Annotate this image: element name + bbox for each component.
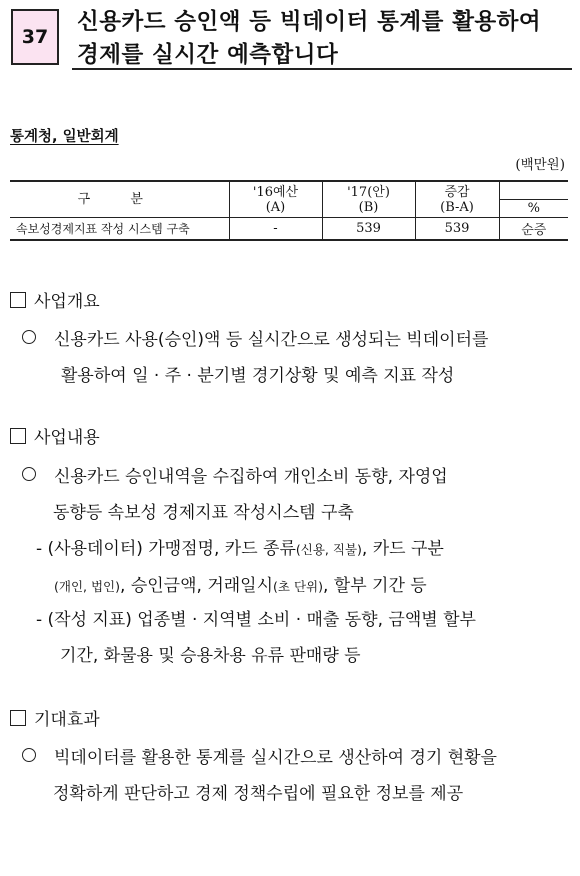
checkbox-square-icon <box>10 710 26 726</box>
overview-line-1-text: 신용카드 사용(승인)액 등 실시간으로 생성되는 빅데이터를 <box>54 330 489 350</box>
circle-bullet-icon <box>22 748 36 762</box>
header-budget16 <box>229 181 322 218</box>
section-number-badge <box>11 9 59 65</box>
sub1-line1-a: - (사용데이터) 가맹점명, 카드 종류 <box>36 539 296 559</box>
header-budget17 <box>322 181 415 218</box>
header-change-line1: 증감 <box>444 184 470 200</box>
header-budget16-line1: '16예산 <box>252 184 299 200</box>
section-effect-title: 기대효과 <box>34 710 100 730</box>
effect-line-1-text: 빅데이터를 활용한 통계를 실시간으로 생산하여 경기 현황을 <box>54 748 497 768</box>
header-empty <box>499 181 568 200</box>
header-budget17-line1: '17(안) <box>347 184 390 200</box>
row-change: 539 <box>415 218 499 240</box>
row-name: 속보성경제지표 작성 시스템 구축 <box>10 218 229 240</box>
content-line-1 <box>22 459 448 495</box>
overview-line-1 <box>22 322 488 358</box>
effect-paragraph <box>22 740 497 812</box>
sub1-line1-b: , 카드 구분 <box>361 539 444 559</box>
table-row <box>10 218 568 240</box>
content-sub2-line-1: - (작성 지표) 업종별 · 지역별 소비 · 매출 동향, 금액별 할부 <box>36 610 476 630</box>
row-percent: 순증 <box>499 218 568 240</box>
header-budget16-line2: (A) <box>265 199 286 215</box>
title-line-2: 경제를 실시간 예측합니다 <box>77 42 339 68</box>
unit-label: (백만원) <box>515 157 565 173</box>
content-sub1-line-2 <box>36 568 444 605</box>
header-percent: % <box>499 200 568 218</box>
section-overview-title: 사업개요 <box>34 292 100 312</box>
content-sub1-line-1 <box>36 531 444 568</box>
sub1-line2-small-a: (개인, 법인) <box>54 579 121 594</box>
sub1-line2-small-b: (초 단위) <box>273 579 323 594</box>
section-effect-heading <box>10 705 100 730</box>
effect-line-2: 정확하게 판단하고 경제 정책수립에 필요한 정보를 제공 <box>53 784 464 804</box>
section-number: 37 <box>21 26 49 48</box>
sub1-line1-small: (신용, 직불) <box>295 542 362 557</box>
row-budget17: 539 <box>322 218 415 240</box>
header-category: 구 분 <box>10 181 229 218</box>
content-sub2-line-2: 기간, 화물용 및 승용차용 유류 판매량 등 <box>60 646 361 666</box>
overview-line-2: 활용하여 일 · 주 · 분기별 경기상황 및 예측 지표 작성 <box>61 366 455 386</box>
header-budget17-line2: (B) <box>358 199 379 215</box>
title-line-1: 신용카드 승인액 등 빅데이터 통계를 활용하여 <box>77 9 542 35</box>
circle-bullet-icon <box>22 467 36 481</box>
content-paragraph <box>22 459 448 531</box>
checkbox-square-icon <box>10 428 26 444</box>
row-budget16: - <box>229 218 322 240</box>
content-line-2: 동향등 속보성 경제지표 작성시스템 구축 <box>53 503 354 523</box>
title-underline <box>72 68 572 70</box>
effect-line-1 <box>22 740 497 776</box>
organization-label: 통계청, 일반회계 <box>10 129 119 145</box>
sub1-line2-b: , 할부 기간 등 <box>322 576 427 596</box>
section-content-heading <box>10 423 100 448</box>
content-sub2 <box>36 602 476 674</box>
sub1-line2-a: , 승인금액, 거래일시 <box>120 576 274 596</box>
circle-bullet-icon <box>22 330 36 344</box>
page-title <box>77 6 572 72</box>
section-content-title: 사업내용 <box>34 428 100 448</box>
content-sub1 <box>36 531 444 605</box>
content-line-1-text: 신용카드 승인내역을 수집하여 개인소비 동향, 자영업 <box>54 467 448 487</box>
overview-paragraph <box>22 322 488 394</box>
section-overview-heading <box>10 287 100 312</box>
budget-table <box>10 180 568 241</box>
checkbox-square-icon <box>10 292 26 308</box>
header-change-line2: (B-A) <box>440 199 474 215</box>
header-change <box>415 181 499 218</box>
